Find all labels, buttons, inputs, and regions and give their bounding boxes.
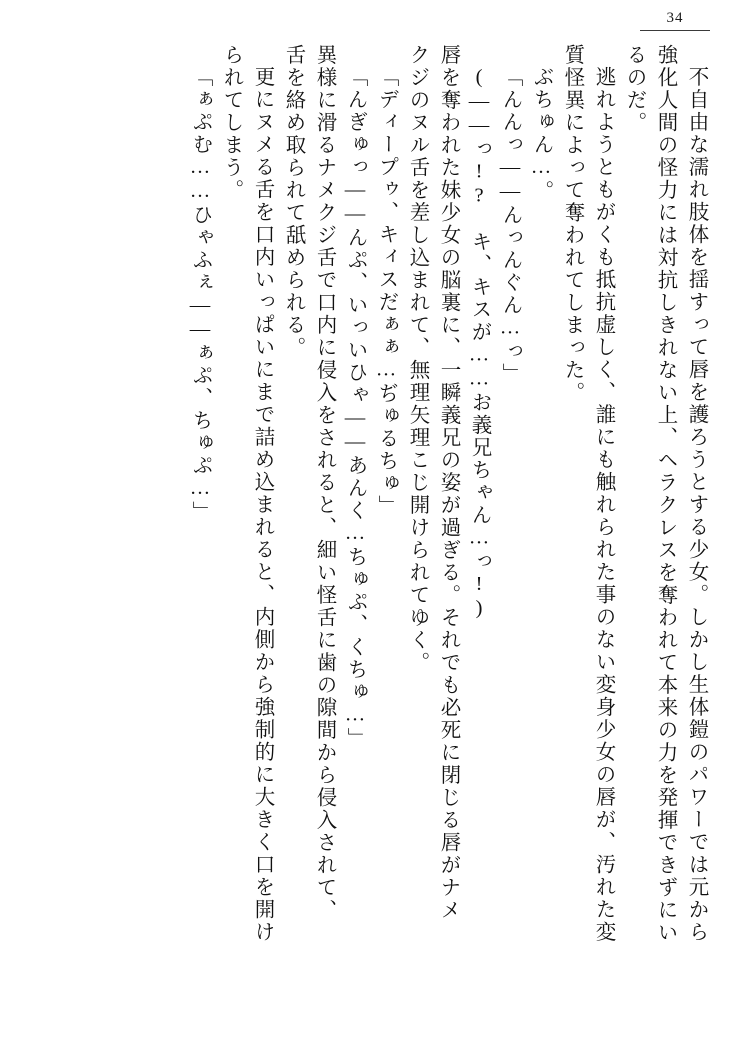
vertical-text-body [36,44,706,1004]
text-column: クジのヌル舌を差し込まれて、無理矢理こじ開けられてゆく。 [406,44,428,674]
text-column: 異様に滑るナメクジ舌で口内に侵入をされると、細い怪舌に歯の隙間から侵入されて、 [313,44,335,922]
text-column: 質怪異によって奪われてしまった。 [561,44,583,404]
text-column: 不自由な濡れ肢体を揺すって唇を護ろうとする少女。しかし生体鎧のパワーでは元から [685,66,707,944]
text-column: 「んぎゅっ——んぷ、いっいひゃ——あんく…ちゅぷ、くちゅ…」 [344,66,366,750]
text-column: 更にヌメる舌を口内いっぱいにまで詰め込まれると、内側から強制的に大きく口を開け [251,66,273,944]
text-column: (——っ!? キ、キスが……お義兄ちゃん…っ!) [468,66,490,621]
text-column: るのだ。 [623,44,645,134]
text-column: られてしまう。 [220,44,242,202]
text-column: 舌を絡め取られて舐められる。 [282,44,304,359]
text-column: ぶちゅん…。 [530,66,552,203]
text-column: 「ディープゥ、キィスだぁぁ…ぢゅるちゅ」 [375,66,397,518]
text-column: 「んんっ——んっんぐん…っ」 [499,66,521,386]
text-column: 唇を奪われた妹少女の脳裏に、一瞬義兄の姿が過ぎる。それでも必死に閉じる唇がナメ [437,44,459,922]
page-number-area [640,10,710,31]
page-number: 34 [666,10,684,26]
text-column: 「ぁぷむ……ひゃふぇ——ぁぷ、ちゅぷ…」 [189,66,211,524]
text-column: 強化人間の怪力には対抗しきれない上、ヘラクレスを奪われて本来の力を発揮できずにい [654,44,676,944]
text-column: 逃れようともがくも抵抗虚しく、誰にも触れられた事のない変身少女の唇が、汚れた変 [592,66,614,944]
page-number-rule [640,30,710,31]
